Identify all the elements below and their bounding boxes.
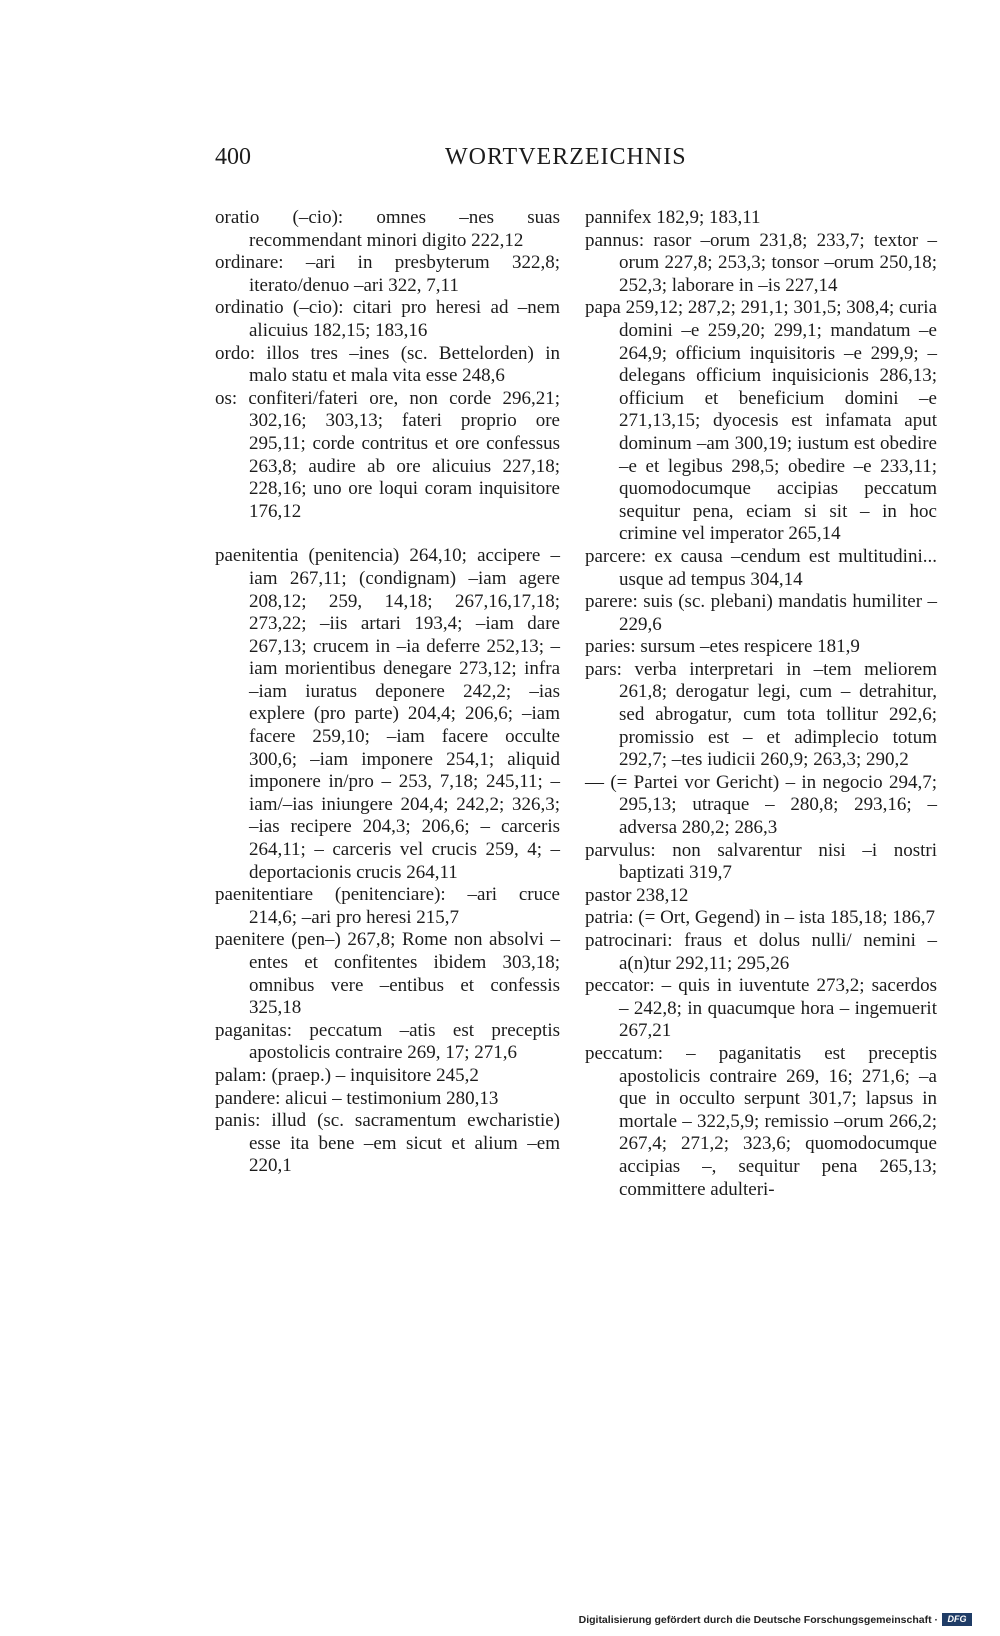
index-entry: papa 259,12; 287,2; 291,1; 301,5; 308,4; curia domini –e 259,20; 299,1; mandatum –e 264,9; officium inquisitoris –e 299,9; – delegans officium inquisicionis 286,13; officium et beneficium domini –e 271,13,15; dyocesis est infamata aput dominum –am 300,19; iustum est obedire –e et legibus 298,5; obedire –e 233,11; quomodocumque accipias peccatum sequitur pena, eciam si sit – in hoc crimine vel imperator 265,14 — [585, 297, 937, 545]
index-entry: patria: (= Ort, Gegend) in – ista 185,18; 186,7 — [585, 907, 936, 929]
index-entry: paganitas: peccatum –atis est preceptis apostolicis contraire 269, 17; 271,6 — [215, 1019, 560, 1064]
index-entry: pastor 238,12 — [585, 884, 689, 906]
index-entry: paenitentia (penitencia) 264,10; accipere –iam 267,11; (condignam) –iam agere 208,12; 259, 14,18; 267,16,17,18; 273,22; –iis artari 193,4; –iam dare 267,13; crucem in –ia deferre 252,13; –iam morientibus denegare 273,12; infra –iam iuratus deponere 242,2; –ias explere (pro parte) 204,4; 206,6; –iam facere 259,10; –iam facere occulte 300,6; –iam imponere 254,1; aliquid imponere in/pro – 253, 7,18; 245,11; –iam/–ias iniungere 204,4; 242,2; 326,3; –ias recipere 204,3; 206,6; – carceris 264,11; – carceris vel crucis 259, 4; – deportacionis crucis 264,11 — [215, 545, 560, 883]
dfg-logo-icon: DFG — [942, 1613, 972, 1626]
running-title: WORTVERZEICHNIS — [445, 144, 687, 170]
index-entry: ordinare: –ari in presbyterum 322,8; iterato/denuo –ari 322, 7,11 — [215, 252, 560, 296]
index-entry: patrocinari: fraus et dolus nulli/ nemini –a(n)tur 292,11; 295,26 — [585, 930, 937, 974]
index-entry: ordo: illos tres –ines (sc. Bettelorden) in malo statu et mala vita esse 248,6 — [215, 342, 560, 387]
index-entry: pars: verba interpretari in –tem meliorem 261,8; derogatur legi, cum – detrahitur, sed abrogatur, cum tota tollitur 292,6; promissio est – et adimplecio totum 292,7; –tes iudicii 260,9; 263,3; 290,2 — [585, 658, 937, 771]
page-number: 400 — [215, 144, 251, 170]
index-entry: palam: (praep.) – inquisitore 245,2 — [215, 1064, 479, 1086]
page-header — [215, 142, 711, 172]
index-entry: pannifex 182,9; 183,11 — [585, 207, 761, 228]
index-entry: ordinatio (–cio): citari pro heresi ad –nem alicuius 182,15; 183,16 — [215, 297, 560, 341]
index-entry: paenitere (pen–) 267,8; Rome non absolvi –entes et confitentes ibidem 303,18; omnibus vere –entibus et confessis 325,18 — [215, 929, 560, 1019]
index-entry: — (= Partei vor Gericht) – in negocio 294,7; 295,13; utraque – 280,8; 293,16; – adversa 280,2; 286,3 — [585, 771, 937, 839]
footer-credit — [579, 1613, 972, 1626]
index-entry: paenitentiare (penitenciare): –ari cruce 214,6; –ari pro heresi 215,7 — [215, 884, 560, 928]
index-entry: parcere: ex causa –cendum est multitudini... usque ad tempus 304,14 — [585, 545, 937, 590]
index-entry: parere: suis (sc. plebani) mandatis humiliter – 229,6 — [585, 591, 937, 635]
index-entry: peccator: – quis in iuventute 273,2; sacerdos – 242,8; in quacumque hora – ingemuerit 267,21 — [585, 975, 937, 1042]
index-entry: panis: illud (sc. sacramentum ewcharistie) esse ita bene –em sicut et alium –em 220,1 — [215, 1110, 560, 1177]
footer-text: Digitalisierung gefördert durch die Deutsche Forschungsgemeinschaft · — [578, 1613, 938, 1626]
index-entry: oratio (–cio): omnes –nes suas recommendant minori digito 222,12 — [215, 207, 560, 251]
index-entry: pandere: alicui – testimonium 280,13 — [215, 1087, 499, 1109]
index-entry: os: confiteri/fateri ore, non corde 296,21; 302,16; 303,13; fateri proprio ore 295,11; corde contritus et ore confessus 263,8; audire ab ore alicuius 227,18; 228,16; uno ore loqui coram inquisitore 176,12 — [215, 387, 560, 522]
index-entry: parvulus: non salvarentur nisi –i nostri baptizati 319,7 — [585, 839, 937, 884]
index-entry: peccatum: – paganitatis est preceptis apostolicis contraire 269, 16; 271,6; –a que in occulto serpunt 301,7; lapsus in mortale – 322,5,9; remissio –orum 266,2; 267,4; 271,2; 323,6; quomodocumque accipias –, sequitur pena 265,13; committere adulteri- — [585, 1042, 937, 1200]
index-entry: pannus: rasor –orum 231,8; 233,7; textor –orum 227,8; 253,3; tonsor –orum 250,18; 252,3; laborare in –is 227,14 — [585, 229, 937, 296]
index-entry: paries: sursum –etes respicere 181,9 — [585, 636, 860, 658]
left-column — [215, 207, 560, 1178]
right-column — [585, 207, 937, 1201]
